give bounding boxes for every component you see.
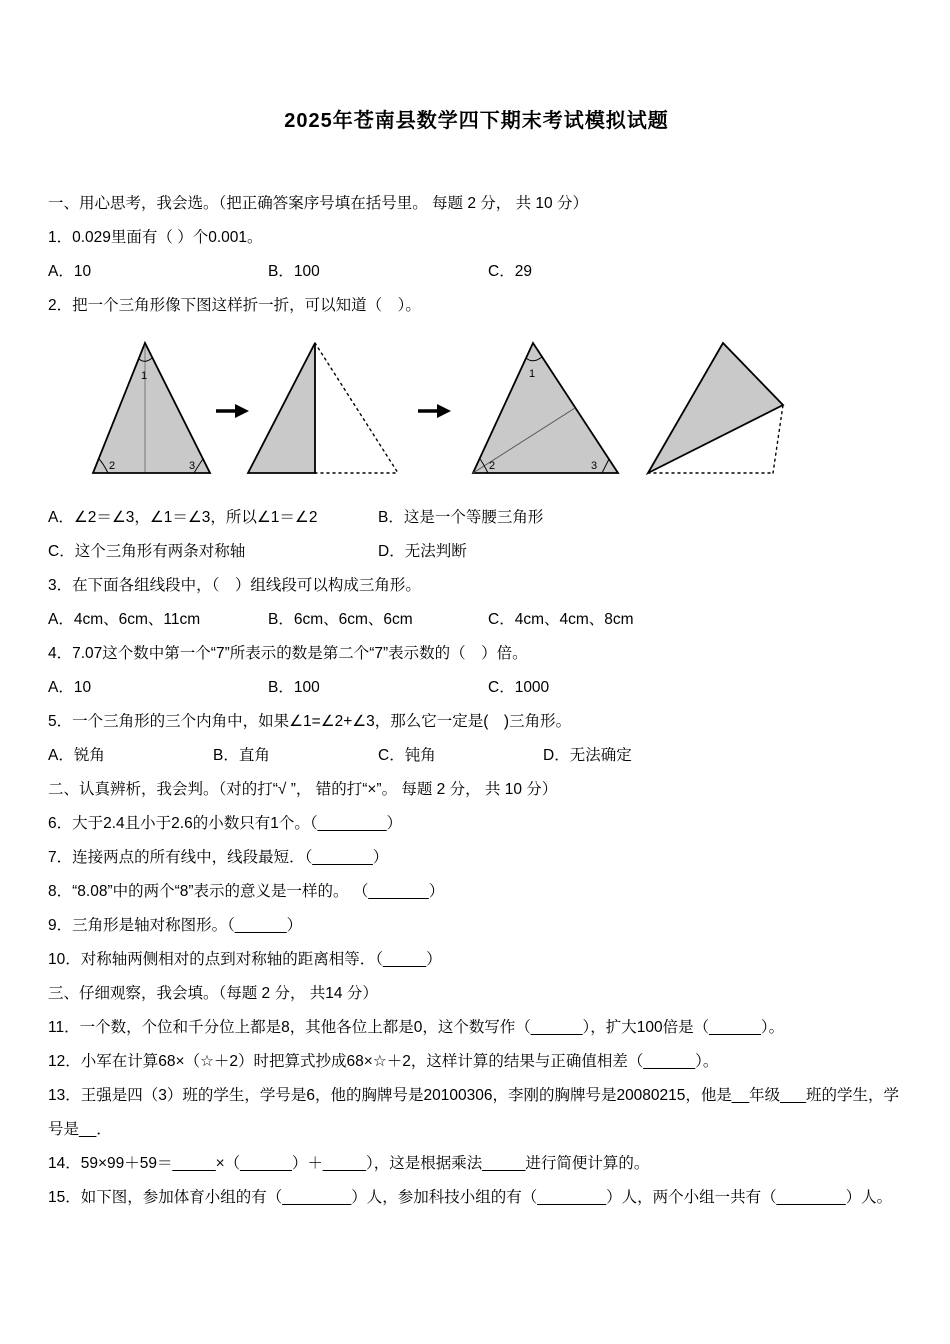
q3-text: 3．在下面各组线段中，（ ）组线段可以构成三角形。 [48,577,421,594]
q2-options-row2 [48,535,905,569]
q4-options [48,671,905,705]
q14-text: 14．59×99＋59＝_____×（______）＋_____），这是根据乘法_____进行简便计算的。 [48,1155,650,1172]
q3-option-c: C．4cm、4cm、8cm [488,611,634,628]
q4-option-a: A．10 [48,679,92,696]
q9-text: 9．三角形是轴对称图形。（______） [48,917,303,934]
angle-label-1: 1 [141,370,148,382]
q1-options [48,255,905,289]
q10-text: 10．对称轴两侧相对的点到对称轴的距离相等．（_____） [48,951,442,968]
q1-text: 1．0.029里面有（ ）个0.001。 [48,229,263,246]
q4-option-c: C．1000 [488,679,550,696]
q11-text: 11．一个数，个位和千分位上都是8，其他各位上都是0，这个数写作（______），扩大100倍是（______）。 [48,1019,785,1036]
angle-label-2-t3: 2 [489,460,496,472]
q13-text: 13．王强是四（3）班的学生，学号是6，他的胸牌号是20100306，李刚的胸牌号是20080215，他是__年级___班的学生，学号是__． [48,1087,900,1138]
page-title: 2025年苍南县数学四下期末考试模拟试题 [284,110,669,132]
q2-option-b: B．这是一个等腰三角形 [378,509,544,526]
q12-text: 12．小军在计算68×（☆＋2）时把算式抄成68×☆＋2，这样计算的结果与正确值相差（______）。 [48,1053,719,1070]
section2-header: 二、认真辨析，我会判。（对的打“√ ”， 错的打“×”。 每题 2 分， 共 10 分） [48,781,558,798]
triangle-4 [648,343,783,473]
angle-label-3-t3: 3 [591,460,598,472]
arrow-right-icon [216,404,249,418]
angle-label-2: 2 [109,460,116,472]
triangle-2 [248,343,398,473]
arrow-2-head [437,404,451,418]
q2-options-row1 [48,501,905,535]
q8-text: 8．“8.08”中的两个“8”表示的意义是一样的。 （_______） [48,883,445,900]
q3-option-b: B．6cm、6cm、6cm [268,611,413,628]
q2-option-c: C．这个三角形有两条对称轴 [48,543,246,560]
triangle-2-dotted-hypotenuse [315,343,398,473]
q1-option-c: C．29 [488,263,532,280]
angle-label-1-t3: 1 [529,368,536,380]
q5-options [48,739,905,773]
q7-text: 7．连接两点的所有线中，线段最短．（_______） [48,849,389,866]
q15-text: 15．如下图，参加体育小组的有（________）人，参加科技小组的有（________）人，两个小组一共有（________）人。 [48,1189,893,1206]
q6-text: 6．大于2.4且小于2.6的小数只有1个。（________） [48,815,403,832]
triangle-3-shape [473,343,618,473]
q5-option-c: C．钝角 [378,747,436,764]
q3-options [48,603,905,637]
q1-option-b: B．100 [268,263,320,280]
q4-text: 4．7.07这个数中第一个“7”所表示的数是第二个“7”表示数的（ ）倍。 [48,645,528,662]
triangle-1 [93,343,210,473]
q2-text: 2．把一个三角形像下图这样折一折，可以知道（ ）。 [48,297,421,314]
q4-option-b: B．100 [268,679,320,696]
triangle-3 [473,343,618,473]
arrow-1-head [235,404,249,418]
triangle-4-shape [648,343,783,473]
triangle-1-shape [93,343,210,473]
q5-option-d: D．无法确定 [543,747,632,764]
arrow-right-icon-2 [418,404,451,418]
q5-text: 5．一个三角形的三个内角中，如果∠1=∠2+∠3，那么它一定是( )三角形。 [48,713,572,730]
section3-header: 三、仔细观察，我会填。（每题 2 分， 共14 分） [48,985,378,1002]
q1-option-a: A．10 [48,263,92,280]
section1-header: 一、用心思考，我会选。（把正确答案序号填在括号里。 每题 2 分， 共 10 分） [48,195,588,212]
fold-triangle-svg [88,335,788,485]
triangle-4-dashed-side [773,405,783,473]
angle-label-3: 3 [189,460,196,472]
q5-option-b: B．直角 [213,747,270,764]
fold-triangle-figure [88,335,905,491]
q3-option-a: A．4cm、6cm、11cm [48,611,201,628]
q2-option-a: A．∠2＝∠3，∠1＝∠3，所以∠1＝∠2 [48,509,318,526]
q5-option-a: A．锐角 [48,747,105,764]
triangle-2-solid-half [248,343,315,473]
q2-option-d: D．无法判断 [378,543,467,560]
